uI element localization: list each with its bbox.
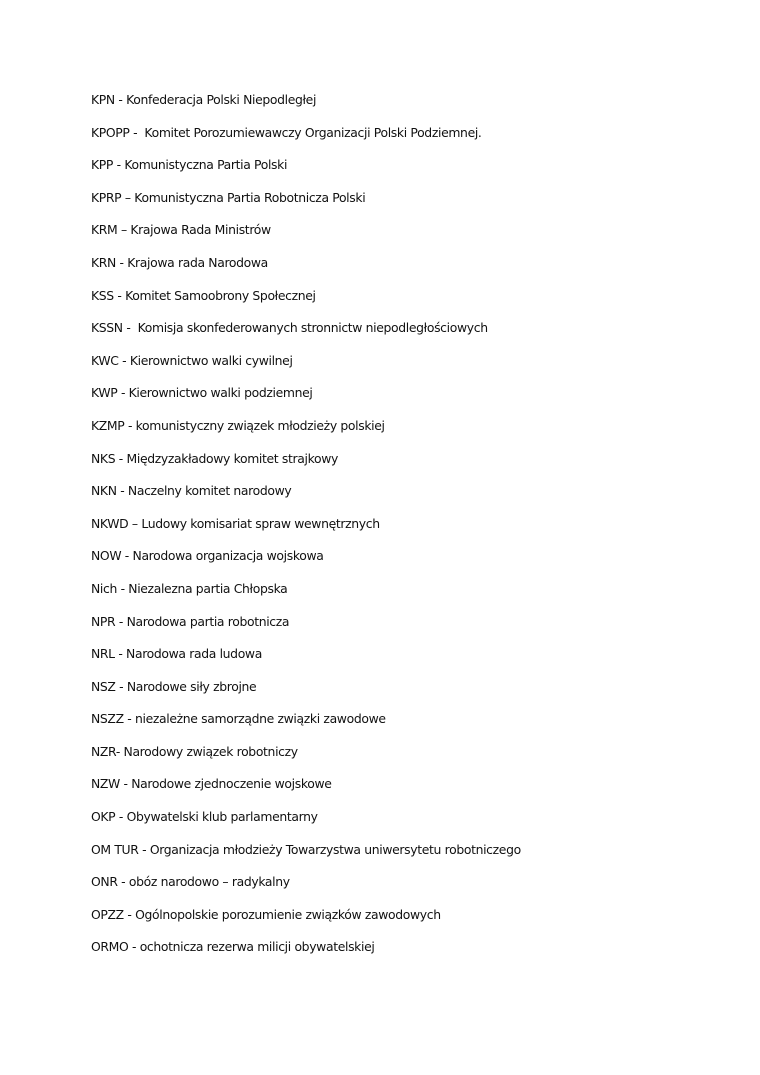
abbreviation-entry: KPN - Konfederacja Polski Niepodległej (91, 92, 317, 107)
abbreviation-entry: KZMP - komunistyczny związek młodzieży polskiej (91, 417, 385, 433)
abbreviation-entry: KPP - Komunistyczna Partia Polski (91, 157, 288, 173)
abbreviation-entry: NZR- Narodowy związek robotniczy (91, 743, 298, 759)
abbreviation-entry: NOW - Narodowa organizacja wojskowa (91, 548, 324, 564)
abbreviation-entry: OPZZ - Ogólnopolskie porozumienie związków zawodowych (91, 906, 441, 922)
abbreviation-entry: KWC - Kierownictwo walki cywilnej (91, 352, 293, 368)
abbreviation-entry: KSS - Komitet Samoobrony Społecznej (91, 287, 316, 303)
abbreviation-entry: NSZ - Narodowe siły zbrojne (91, 678, 257, 694)
abbreviation-entry: KSSN - Komisja skonfederowanych stronnictw niepodległościowych (91, 320, 488, 336)
abbreviation-entry: NSZZ - niezależne samorządne związki zawodowe (91, 711, 386, 727)
abbreviation-entry: KRN - Krajowa rada Narodowa (91, 254, 268, 270)
abbreviation-entry: NKWD – Ludowy komisariat spraw wewnętrznych (91, 515, 380, 531)
abbreviation-entry: NKS - Międzyzakładowy komitet strajkowy (91, 450, 338, 466)
abbreviation-entry: KWP - Kierownictwo walki podziemnej (91, 385, 313, 401)
abbreviation-entry: ORMO - ochotnicza rezerwa milicji obywatelskiej (91, 939, 375, 955)
abbreviation-entry: NRL - Narodowa rada ludowa (91, 646, 262, 662)
abbreviation-list (91, 90, 731, 970)
abbreviation-entry: ONR - obóz narodowo – radykalny (91, 874, 290, 890)
abbreviation-entry: KPRP – Komunistyczna Partia Robotnicza Polski (91, 189, 366, 205)
abbreviation-entry: NKN - Naczelny komitet narodowy (91, 483, 292, 499)
abbreviation-entry: OKP - Obywatelski klub parlamentarny (91, 809, 318, 825)
abbreviation-entry: OM TUR - Organizacja młodzieży Towarzystwa uniwersytetu robotniczego (91, 841, 521, 857)
abbreviation-entry: KPOPP - Komitet Porozumiewawczy Organizacji Polski Podziemnej. (91, 124, 482, 140)
abbreviation-entry: KRM – Krajowa Rada Ministrów (91, 222, 271, 238)
abbreviation-entry: NZW - Narodowe zjednoczenie wojskowe (91, 776, 332, 792)
abbreviation-entry: Nich - Niezalezna partia Chłopska (91, 580, 288, 596)
abbreviation-entry: NPR - Narodowa partia robotnicza (91, 613, 290, 629)
